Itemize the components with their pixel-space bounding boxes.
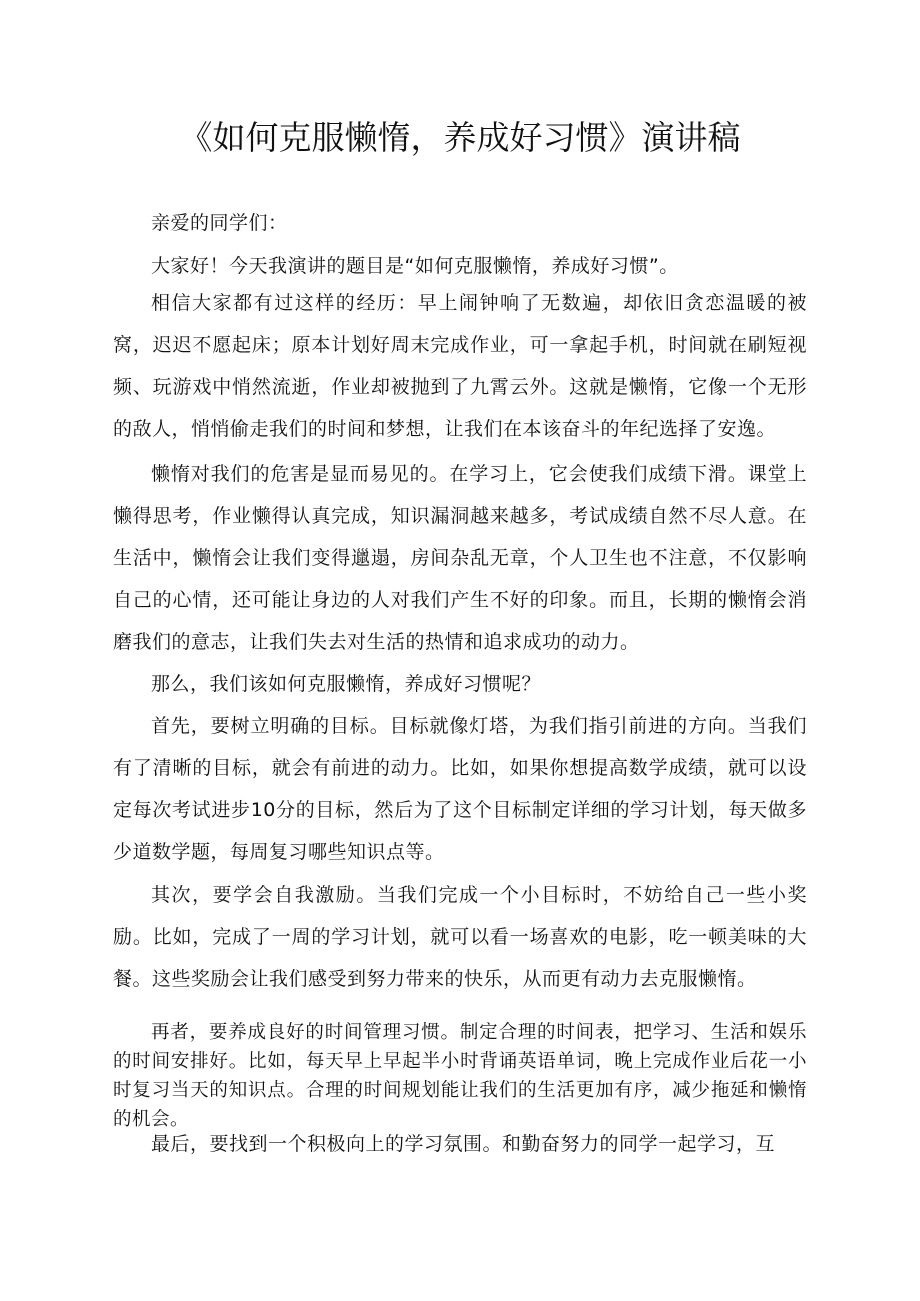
paragraph-harm: 懒惰对我们的危害是显而易见的。在学习上，它会使我们成绩下滑。课堂上懒得思考，作业懒得认真完成，知识漏洞越来越多，考试成绩自然不尽人意。在生活中，懒惰会让我们变得邋遢，房间杂乱无章，个人卫生也不注意，不仅影响自己的心情，还可能让身边的人对我们产生不好的印象。而且，长期的懒惰会消磨我们的意志，让我们失去对生活的热情和追求成功的动力。 [113, 463, 807, 653]
paragraph-last: 最后，要找到一个积极向上的学习氛围。和勤奋努力的同学一起学习，互 [151, 1133, 776, 1155]
paragraph-experience: 相信大家都有过这样的经历：早上闹钟响了无数遍，却依旧贪恋温暖的被窝，迟迟不愿起床；原本计划好周末完成作业，可一拿起手机，时间就在刷短视频、玩游戏中悄然流逝，作业却被抛到了九霄云外。这就是懒惰，它像一个无形的敌人，悄悄偷走我们的时间和梦想，让我们在本该奋斗的年纪选择了安逸。 [113, 292, 807, 440]
paragraph-question: 那么，我们该如何克服懒惰，养成好习惯呢？ [151, 673, 542, 695]
paragraph-second: 其次，要学会自我激励。当我们完成一个小目标时，不妨给自己一些小奖励。比如，完成了一周的学习计划，就可以看一场喜欢的电影，吃一顿美味的大餐。这些奖励会让我们感受到努力带来的快乐，从而更有动力去克服懒惰。 [113, 884, 807, 990]
paragraph-greeting: 大家好！今天我演讲的题目是“如何克服懒惰，养成好习惯”。 [151, 255, 679, 277]
paragraph-salutation: 亲爱的同学们： [151, 212, 288, 234]
document-title: 《如何克服懒惰，养成好习惯》演讲稿 [179, 118, 741, 157]
paragraph-third: 再者，要养成良好的时间管理习惯。制定合理的时间表，把学习、生活和娱乐的时间安排好。比如，每天早上早起半小时背诵英语单词，晚上完成作业后花一小时复习当天的知识点。合理的时间规划能让我们的生活更加有序，减少拖延和懒惰的机会。 [113, 1022, 807, 1130]
paragraph-first: 首先，要树立明确的目标。目标就像灯塔，为我们指引前进的方向。当我们有了清晰的目标，就会有前进的动力。比如，如果你想提高数学成绩，就可以设定每次考试进步10分的目标，然后为了这个目标制定详细的学习计划，每天做多少道数学题，每周复习哪些知识点等。 [113, 715, 807, 863]
